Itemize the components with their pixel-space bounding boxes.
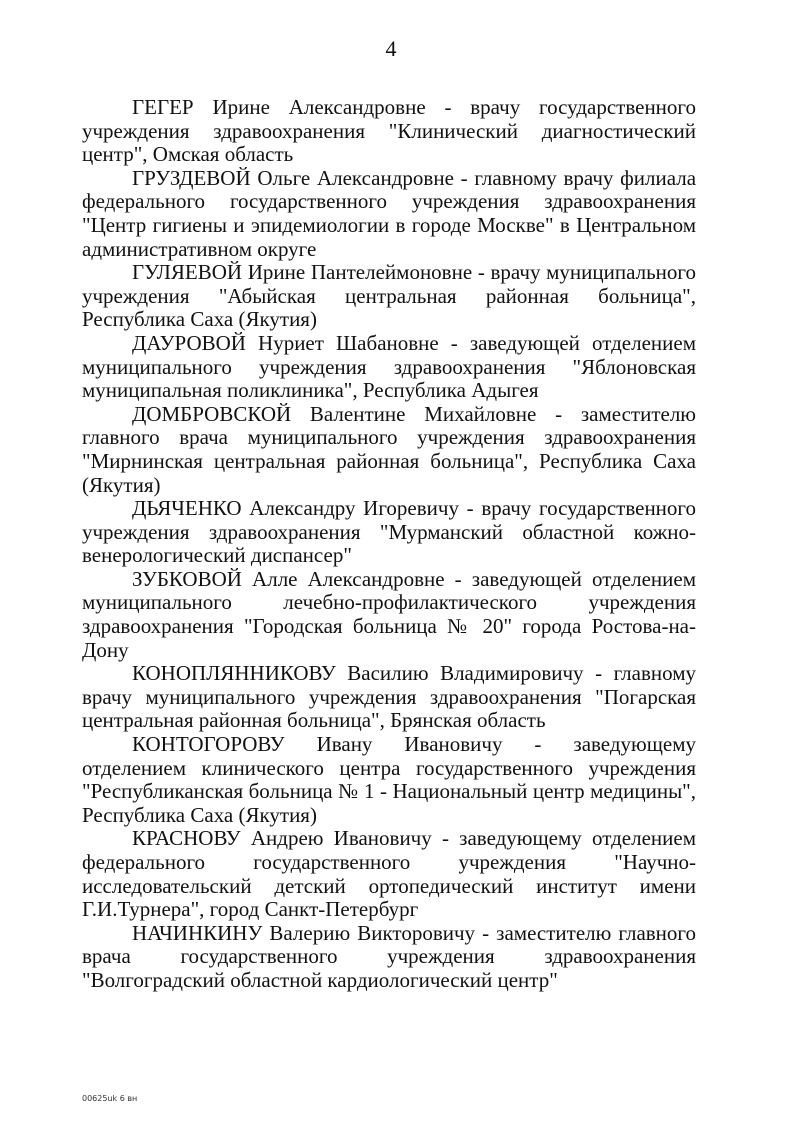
entry-text: Нуриет Шабановне - заведующей отделением муниципального учреждения здравоохранения "Яблоновская муниципальная поликлиника", Республика Адыгея xyxy=(82,330,696,403)
entry-text: Ирине Александровне - врачу государственного учреждения здравоохранения "Клинический диагностический центр", Омская область xyxy=(82,95,697,167)
entry-surname: ДАУРОВОЙ xyxy=(132,330,246,355)
list-item xyxy=(82,167,696,261)
entry-text: Александру Игоревичу - врачу государственного учреждения здравоохранения "Мурманский областной кожно-венерологический диспансер" xyxy=(82,496,697,568)
entry-text: Валерию Викторовичу - заместителю главного врача государственного учреждения здравоохранения "Волгоградский областной кардиологический центр" xyxy=(82,920,697,992)
entry-surname: ДОМБРОВСКОЙ xyxy=(132,401,292,426)
entry-text: Ивану Ивановичу - заведующему отделением клинического центра государственного учреждения "Республиканская больница № 1 - Национальный центр медицины", Республика Саха (Якутия) xyxy=(82,732,696,827)
document-code: 00625uk 6 вн xyxy=(82,1094,138,1103)
entry-text: Валентине Михайловне - заместителю главного врача муниципального учреждения здравоохранения "Мирнинская центральная районная больница", Республика Саха (Якутия) xyxy=(82,401,697,497)
list-item xyxy=(82,332,696,403)
entry-surname: КОНТОГОРОВУ xyxy=(132,732,285,757)
list-item xyxy=(82,733,696,827)
entry-text: Ирине Пантелеймоновне - врачу муниципального учреждения "Абыйская центральная районная больница", Республика Саха (Якутия) xyxy=(82,260,696,332)
list-item xyxy=(82,568,696,662)
entry-surname: ЗУБКОВОЙ xyxy=(132,566,242,591)
list-item xyxy=(82,922,696,993)
list-item xyxy=(82,662,696,733)
entry-surname: ГУЛЯЕВОЙ xyxy=(132,260,243,285)
list-item xyxy=(82,261,696,332)
entry-surname: КОНОПЛЯННИКОВУ xyxy=(132,661,336,686)
entry-text: Василию Владимировичу - главному врачу муниципального учреждения здравоохранения "Погарская центральная районная больница", Брянская область xyxy=(82,661,696,733)
list-item xyxy=(82,827,696,921)
entry-surname: ГЕГЕР xyxy=(132,95,194,119)
entry-text: Ольге Александровне - главному врачу филиала федерального государственного учреждения здравоохранения "Центр гигиены и эпидемиологии в городе Москве" в Центральном административном округе xyxy=(82,165,697,261)
award-list xyxy=(82,96,696,993)
list-item xyxy=(82,403,696,497)
entry-surname: ГРУЗДЕВОЙ xyxy=(132,165,251,190)
entry-surname: ДЬЯЧЕНКО xyxy=(132,496,242,521)
entry-surname: НАЧИНКИНУ xyxy=(132,920,263,945)
entry-text: Андрею Ивановичу - заведующему отделением федерального государственного учреждения "Научно-исследовательский детский ортопедический институт имени Г.И.Турнера", город Санкт-Петербург xyxy=(82,826,697,922)
entry-text: Алле Александровне - заведующей отделением муниципального лечебно-профилактического учреждения здравоохранения "Городская больница № 20" города Ростова-на-Дону xyxy=(82,566,696,662)
entry-surname: КРАСНОВУ xyxy=(132,826,241,851)
list-item xyxy=(82,96,696,167)
list-item xyxy=(82,497,696,568)
page-number: 4 xyxy=(385,36,397,61)
